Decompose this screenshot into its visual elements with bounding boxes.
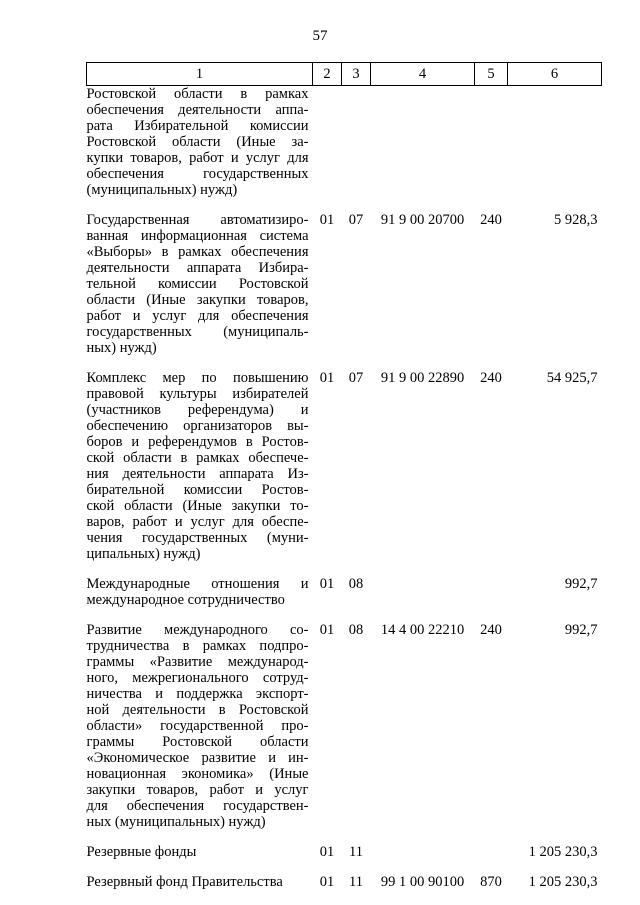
row-amount: 54 925,7	[546, 370, 598, 386]
row-expense-type	[475, 562, 508, 608]
header-col-5: 5	[475, 63, 508, 86]
table-row	[87, 608, 602, 830]
row-section: 01	[319, 622, 335, 638]
row-amount: 1 205 230,3	[528, 874, 598, 890]
table-row	[87, 86, 602, 199]
row-description: Резервный фонд Правительства	[86, 874, 283, 890]
row-description: Государственная автоматизиро- ванная информационная система «Выборы» в рамках обеспечения деятельности аппарата Избира- тельной комиссии Ростовской области (Иные закупки товаров, работ и услуг для обеспечения государственных (муниципаль- ных) нужд)	[86, 212, 309, 356]
row-expense-type: 240	[480, 212, 502, 228]
row-amount: 992,7	[564, 576, 598, 592]
row-expense-type: 870	[480, 874, 502, 890]
row-amount	[508, 86, 602, 199]
row-target-code: 14 4 00 22210	[380, 622, 465, 638]
row-subsection: 11	[349, 874, 363, 890]
row-section: 01	[319, 370, 335, 386]
table-row	[87, 356, 602, 562]
row-description: Комплекс мер по повышению правовой культуры избирателей (участников референдума) и обеспечению организаторов вы- боров и референдумов в Ростов- ской области в рамках обеспече- ния деятельности аппарата Из- бирательной комиссии Ростов- ской области (Иные закупки то- варов, работ и услуг для обеспе- чения государственных (муни- ципальных) нужд)	[86, 370, 309, 562]
header-col-6: 6	[508, 63, 602, 86]
row-target-code: 99 1 00 90100	[380, 874, 465, 890]
row-amount: 5 928,3	[554, 212, 598, 228]
row-expense-type	[475, 86, 508, 199]
row-target-code: 91 9 00 22890	[380, 370, 465, 386]
row-section: 01	[319, 844, 335, 860]
header-col-2: 2	[313, 63, 342, 86]
header-col-1: 1	[87, 63, 313, 86]
table-row	[87, 860, 602, 890]
header-col-4: 4	[371, 63, 475, 86]
row-subsection: 08	[348, 576, 364, 592]
row-target-code	[371, 562, 475, 608]
row-subsection: 11	[349, 844, 363, 860]
header-col-3: 3	[342, 63, 371, 86]
row-amount: 1 205 230,3	[528, 844, 598, 860]
row-expense-type: 240	[480, 622, 502, 638]
row-section: 01	[319, 212, 335, 228]
row-expense-type	[475, 830, 508, 860]
row-target-code	[371, 830, 475, 860]
row-section: 01	[319, 874, 335, 890]
row-description: Развитие международного со- трудничества в рамках подпро- граммы «Развитие международ- ного, межрегионального сотруд- ничества и поддержка экспорт- ной деятельности в Ростовской области» государственной про- граммы Ростовской области «Экономическое развитие и ин- новационная экономика» (Иные закупки товаров, работ и услуг для обеспечения государствен- ных (муниципальных) нужд)	[86, 622, 309, 830]
row-expense-type: 240	[480, 370, 502, 386]
header-row	[87, 63, 602, 86]
row-target-code: 91 9 00 20700	[380, 212, 465, 228]
row-description: Резервные фонды	[86, 844, 197, 860]
table-row	[87, 562, 602, 608]
row-section: 01	[319, 576, 335, 592]
table-row	[87, 198, 602, 356]
budget-table	[86, 62, 602, 890]
table-row	[87, 830, 602, 860]
row-subsection: 08	[348, 622, 364, 638]
row-subsection: 07	[348, 212, 364, 228]
row-subsection	[342, 86, 371, 199]
row-target-code	[371, 86, 475, 199]
page-number: 57	[312, 28, 328, 44]
row-section	[313, 86, 342, 199]
row-description: Ростовской области в рамках обеспечения деятельности аппа- рата Избирательной комиссии Ростовской области (Иные за- купки товаров, работ и услуг для обеспечения государственных (муниципальных) нужд)	[86, 86, 309, 198]
row-amount: 992,7	[564, 622, 598, 638]
row-subsection: 07	[348, 370, 364, 386]
row-description: Международные отношения и международное сотрудничество	[86, 576, 309, 608]
